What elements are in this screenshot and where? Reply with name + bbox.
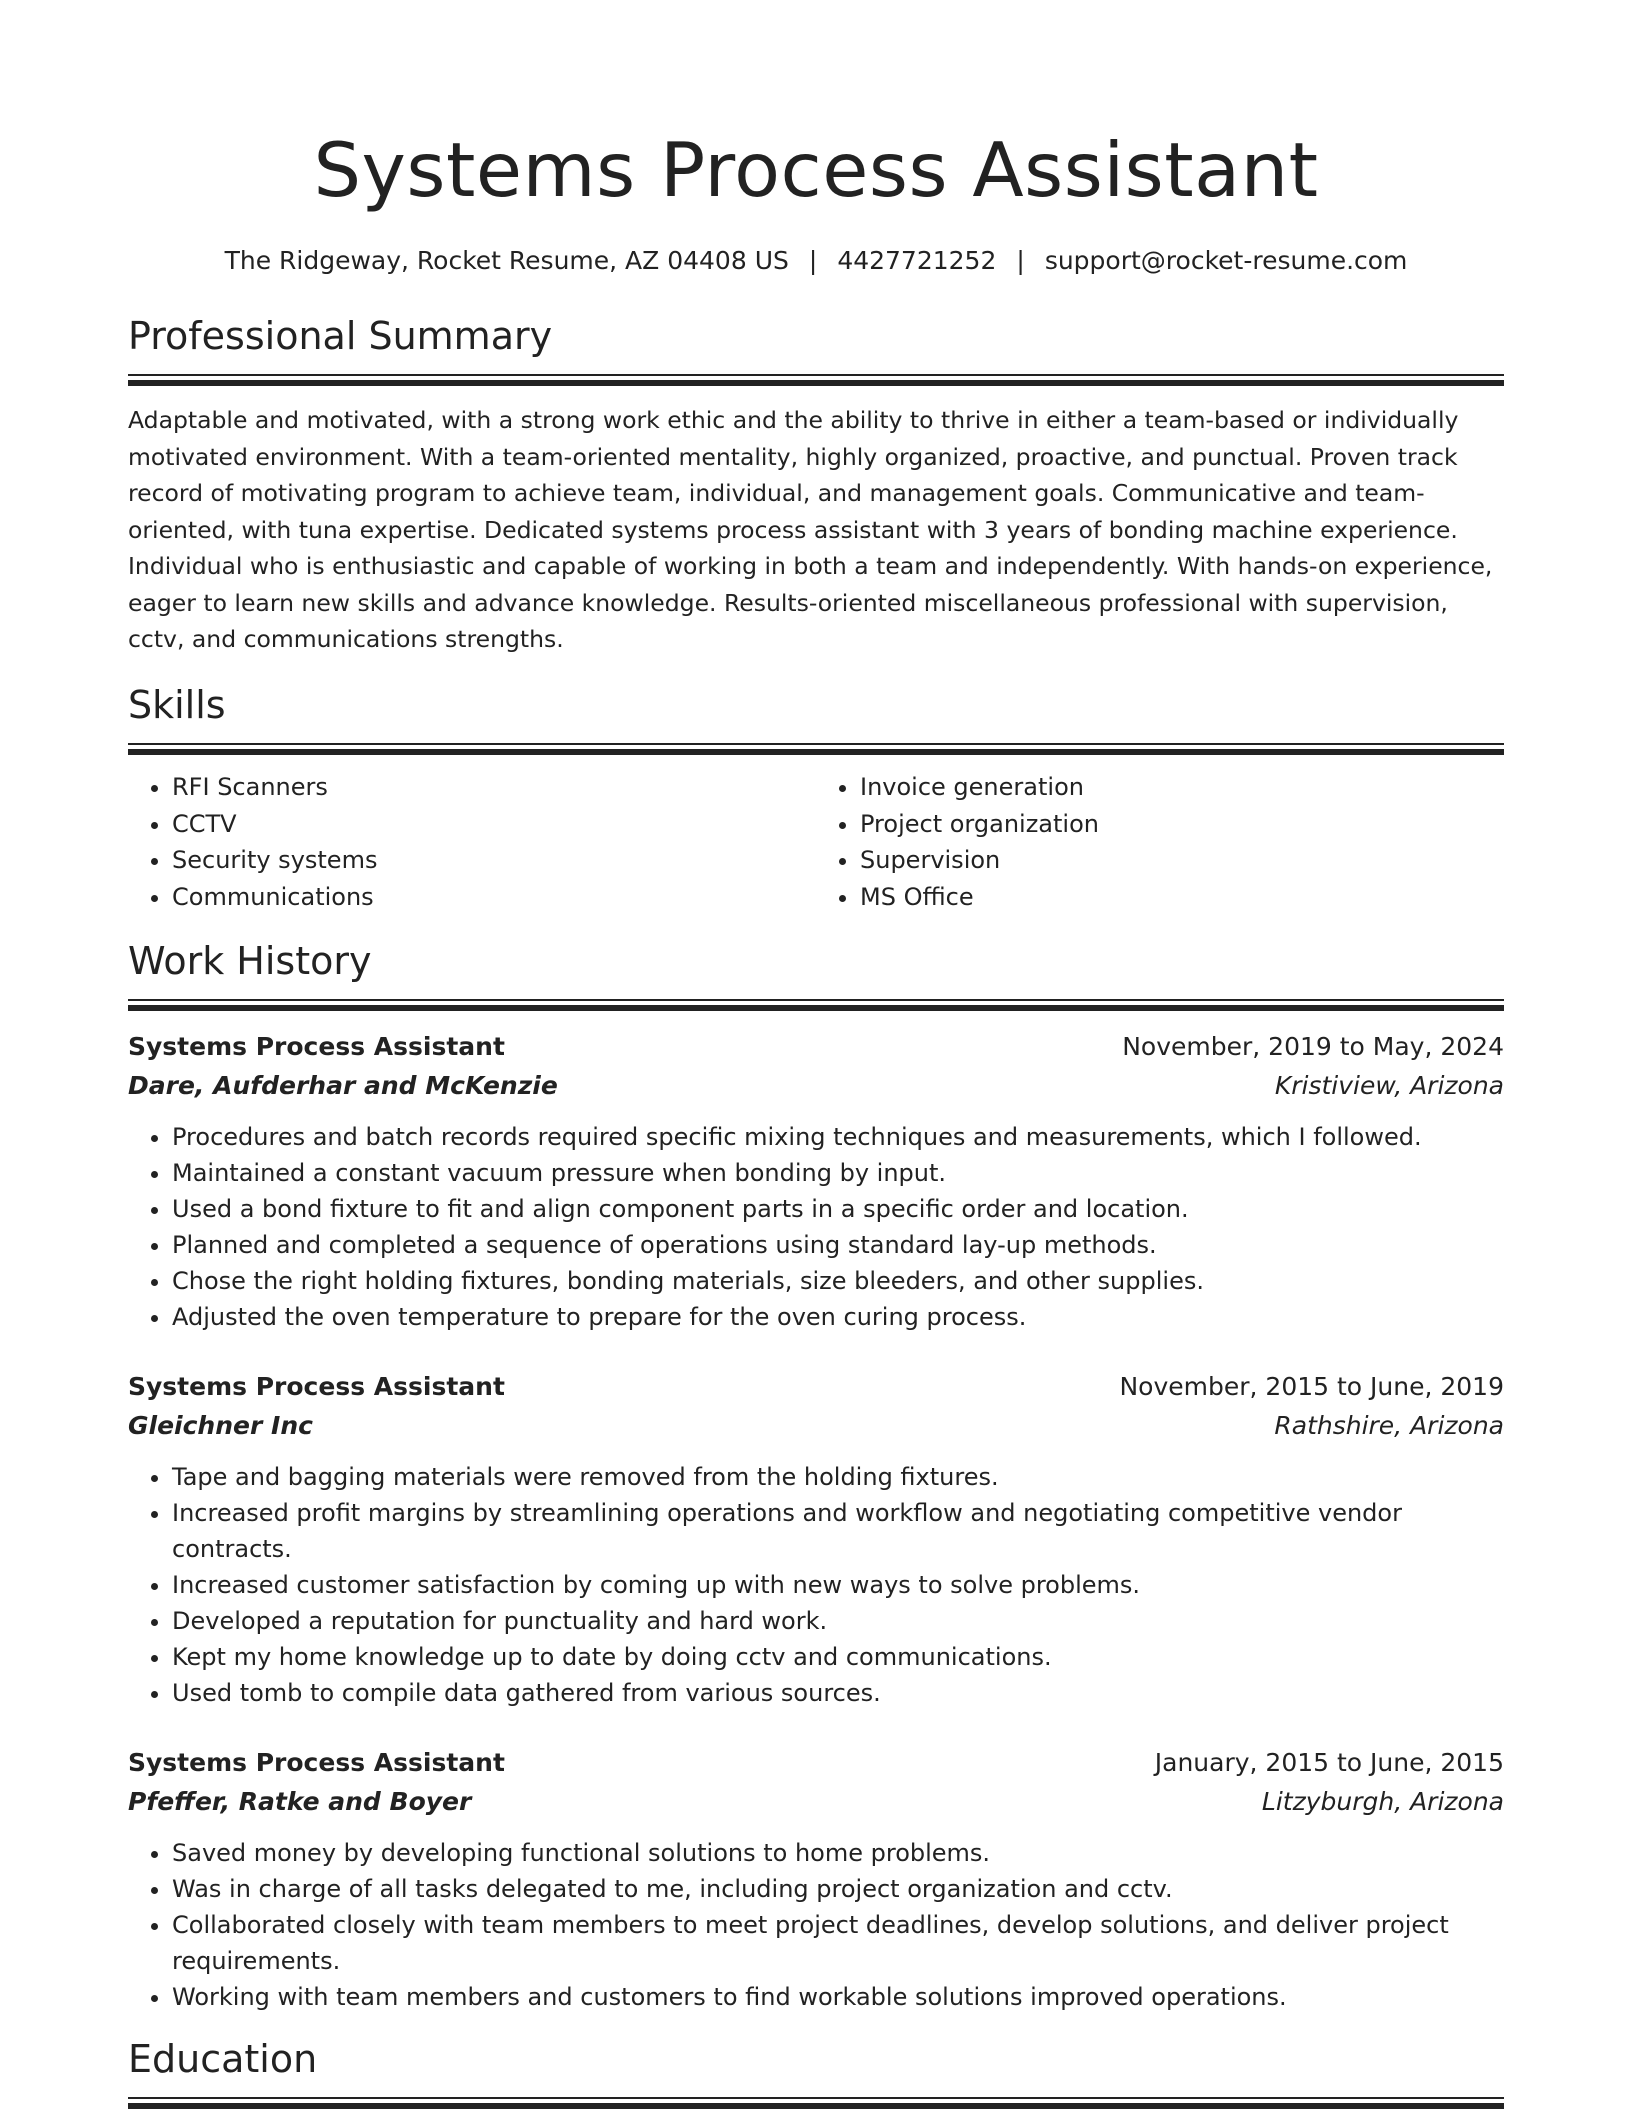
job-header-row — [128, 1027, 1504, 1066]
job-bullet: • Working with team members and customers to find workable solutions improved operations. — [172, 1979, 1504, 2015]
summary-text: Adaptable and motivated, with a strong work ethic and the ability to thrive in either a team-based or individually motivated environment. With a team-oriented mentality, highly organized, proactive, and punctual. Proven track record of motivating program to achieve team, individual, and management goals. Communicative and team-oriented, with tuna expertise. Dedicated systems process assistant with 3 years of bonding machine experience. Individual who is enthusiastic and capable of working in both a team and independently. With hands-on experience, eager to learn new skills and advance knowledge. Results-oriented miscellaneous professional with supervision, cctv, and communications strengths. — [128, 406, 1493, 653]
education-heading: Education — [128, 2037, 318, 2081]
contact-address: The Ridgeway, Rocket Resume, AZ 04408 US — [224, 246, 789, 275]
skill-item: • Supervision — [860, 842, 1504, 879]
job-bullet: • Adjusted the oven temperature to prepare for the oven curing process. — [172, 1299, 1504, 1335]
job-location: Litzyburgh, Arizona — [1261, 1787, 1504, 1816]
skill-item: • CCTV — [172, 806, 816, 843]
contact-email: support@rocket-resume.com — [1044, 246, 1408, 275]
job-bullets — [128, 1835, 1504, 2015]
job-bullet: • Procedures and batch records required specific mixing techniques and measurements, which I followed. — [172, 1119, 1504, 1155]
job-header-row — [128, 1743, 1504, 1782]
job-dates: November, 2015 to June, 2019 — [1119, 1372, 1504, 1401]
contact-separator: | — [808, 246, 818, 275]
skills-list — [128, 769, 1504, 915]
summary-heading: Professional Summary — [128, 314, 553, 358]
skills-section — [128, 681, 1504, 915]
job-bullets — [128, 1119, 1504, 1335]
job-title: Systems Process Assistant — [128, 1032, 505, 1061]
skills-heading: Skills — [128, 683, 226, 727]
job-title: Systems Process Assistant — [128, 1748, 505, 1777]
job-company: Dare, Aufderhar and McKenzie — [128, 1071, 558, 1100]
job-bullet: • Maintained a constant vacuum pressure when bonding by input. — [172, 1155, 1504, 1191]
skill-item: • Communications — [172, 879, 816, 916]
skill-item: • Project organization — [860, 806, 1504, 843]
job-entry — [128, 1743, 1504, 2015]
job-entry — [128, 1367, 1504, 1711]
skill-item: • Invoice generation — [860, 769, 1504, 806]
job-header-row — [128, 1367, 1504, 1406]
job-location: Rathshire, Arizona — [1274, 1411, 1504, 1440]
section-divider — [128, 2097, 1504, 2107]
contact-phone: 4427721252 — [837, 246, 997, 275]
job-bullet: • Saved money by developing functional solutions to home problems. — [172, 1835, 1504, 1871]
work-history-heading: Work History — [128, 939, 372, 983]
job-bullet: • Used a bond fixture to fit and align component parts in a specific order and location. — [172, 1191, 1504, 1227]
job-bullet: • Kept my home knowledge up to date by doing cctv and communications. — [172, 1639, 1504, 1675]
job-bullet: • Used tomb to compile data gathered from various sources. — [172, 1675, 1504, 1711]
skills-column-left — [128, 769, 816, 915]
job-bullet: • Increased customer satisfaction by coming up with new ways to solve problems. — [172, 1567, 1504, 1603]
job-bullet: • Developed a reputation for punctuality and hard work. — [172, 1603, 1504, 1639]
job-title: Systems Process Assistant — [128, 1372, 505, 1401]
job-dates: January, 2015 to June, 2015 — [1154, 1748, 1504, 1777]
skill-item: • Security systems — [172, 842, 816, 879]
job-bullet: • Collaborated closely with team members to meet project deadlines, develop solutions, and deliver project requirements. — [172, 1907, 1504, 1979]
job-company: Pfeffer, Ratke and Boyer — [128, 1787, 472, 1816]
job-company: Gleichner Inc — [128, 1411, 313, 1440]
summary-section — [128, 312, 1504, 658]
education-section — [128, 2035, 1504, 2107]
job-location: Kristiview, Arizona — [1274, 1071, 1504, 1100]
job-bullets — [128, 1459, 1504, 1711]
job-employer-row — [128, 1066, 1504, 1105]
work-history-section — [128, 937, 1504, 2015]
job-dates: November, 2019 to May, 2024 — [1122, 1032, 1504, 1061]
section-divider — [128, 999, 1504, 1009]
skill-item: • RFI Scanners — [172, 769, 816, 806]
job-bullet: • Chose the right holding fixtures, bonding materials, size bleeders, and other supplies. — [172, 1263, 1504, 1299]
contact-line — [128, 244, 1504, 278]
job-bullet: • Increased profit margins by streamlining operations and workflow and negotiating competitive vendor contracts. — [172, 1495, 1504, 1567]
job-bullet: • Tape and bagging materials were removed from the holding fixtures. — [172, 1459, 1504, 1495]
resume-name: Systems Process Assistant — [313, 126, 1319, 214]
contact-separator: | — [1016, 246, 1025, 275]
skills-column-right — [816, 769, 1504, 915]
job-bullet: • Was in charge of all tasks delegated to me, including project organization and cctv. — [172, 1871, 1504, 1907]
skill-item: • MS Office — [860, 879, 1504, 916]
job-entry — [128, 1027, 1504, 1335]
job-employer-row — [128, 1782, 1504, 1821]
job-employer-row — [128, 1406, 1504, 1445]
job-bullet: • Planned and completed a sequence of operations using standard lay-up methods. — [172, 1227, 1504, 1263]
section-divider — [128, 743, 1504, 753]
section-divider — [128, 374, 1504, 384]
